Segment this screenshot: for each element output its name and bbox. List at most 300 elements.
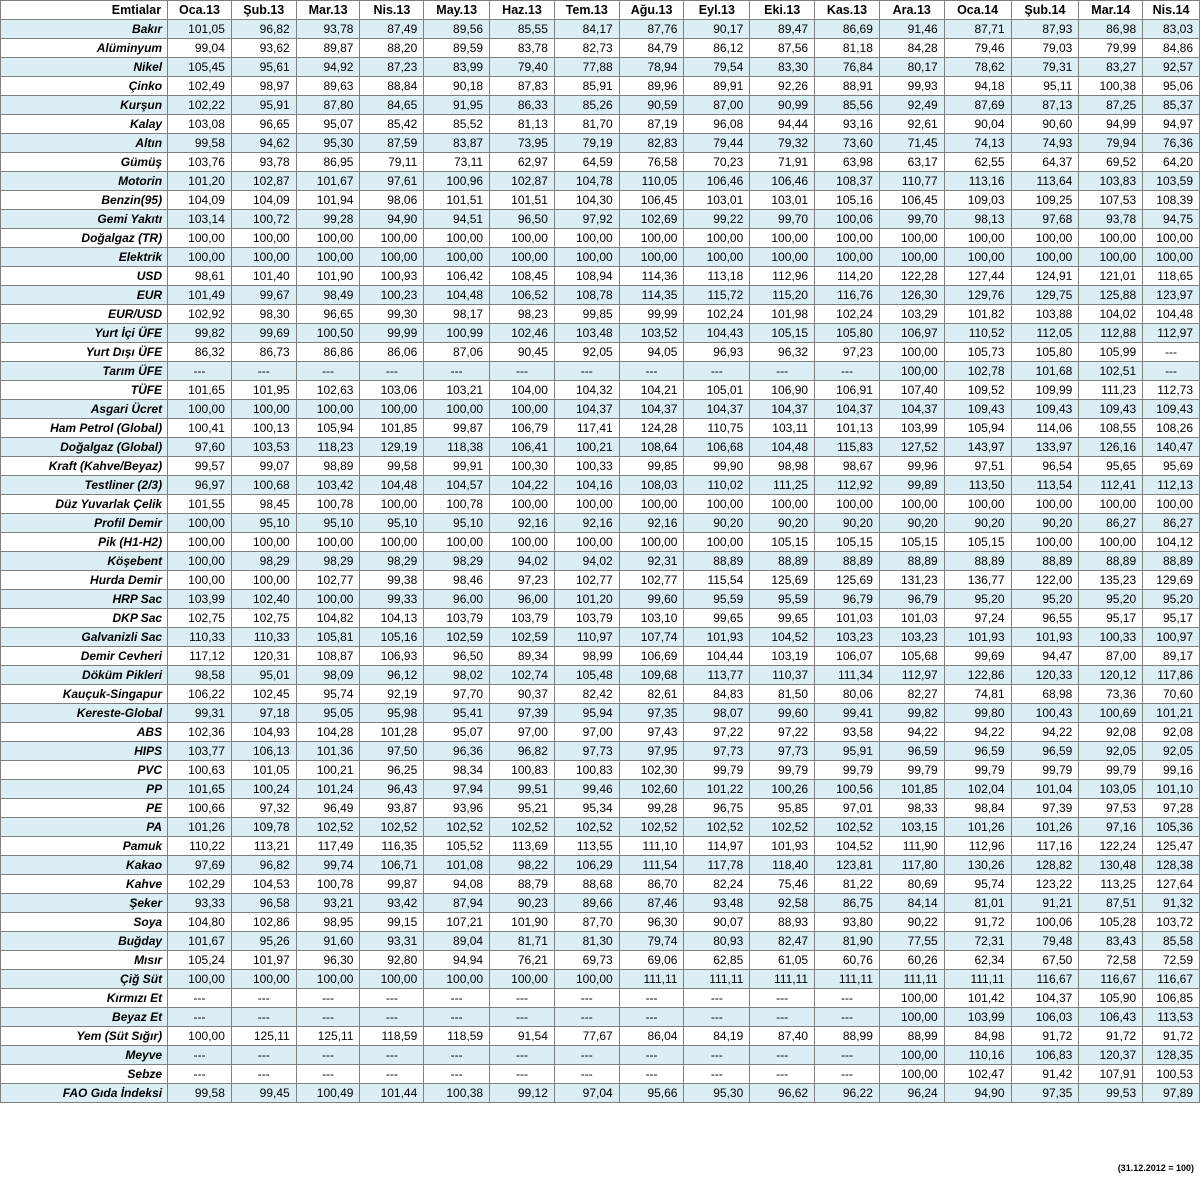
table-cell: 90,20 — [815, 514, 880, 533]
table-cell: 111,11 — [750, 970, 815, 989]
table-row — [1, 324, 1200, 343]
table-cell: 104,37 — [1011, 989, 1079, 1008]
table-cell: 97,95 — [619, 742, 684, 761]
table-cell: --- — [554, 362, 619, 381]
table-cell: 105,81 — [296, 628, 360, 647]
row-label: Buğday — [1, 932, 168, 951]
table-cell: 100,00 — [1079, 248, 1143, 267]
table-cell: 99,89 — [879, 476, 944, 495]
table-cell: 86,86 — [296, 343, 360, 362]
table-cell: 96,00 — [424, 590, 490, 609]
table-cell: 104,53 — [231, 875, 296, 894]
table-cell: 100,00 — [879, 1046, 944, 1065]
table-body — [1, 20, 1200, 1103]
table-cell: 95,65 — [1079, 457, 1143, 476]
table-cell: 97,22 — [684, 723, 750, 742]
table-cell: --- — [296, 1008, 360, 1027]
table-cell: 92,31 — [619, 552, 684, 571]
table-cell: 106,69 — [619, 647, 684, 666]
table-cell: 103,10 — [619, 609, 684, 628]
row-label: Kurşun — [1, 96, 168, 115]
table-cell: --- — [168, 362, 232, 381]
table-cell: 83,27 — [1079, 58, 1143, 77]
table-cell: 107,53 — [1079, 191, 1143, 210]
table-cell: 120,12 — [1079, 666, 1143, 685]
table-cell: 90,20 — [684, 514, 750, 533]
table-cell: 98,97 — [231, 77, 296, 96]
table-cell: 96,59 — [879, 742, 944, 761]
table-cell: 104,13 — [360, 609, 424, 628]
table-cell: 110,75 — [684, 419, 750, 438]
table-cell: 111,54 — [619, 856, 684, 875]
table-cell: 84,17 — [554, 20, 619, 39]
table-cell: 116,67 — [1011, 970, 1079, 989]
table-cell: 86,27 — [1079, 514, 1143, 533]
table-cell: 104,37 — [554, 400, 619, 419]
table-cell: 97,68 — [1011, 210, 1079, 229]
table-cell: 95,01 — [231, 666, 296, 685]
table-cell: 80,06 — [815, 685, 880, 704]
table-cell: 104,52 — [750, 628, 815, 647]
table-cell: 104,48 — [424, 286, 490, 305]
table-cell: 101,68 — [1011, 362, 1079, 381]
table-cell: 91,54 — [490, 1027, 555, 1046]
table-cell: 100,68 — [231, 476, 296, 495]
table-cell: 99,38 — [360, 571, 424, 590]
table-cell: 100,06 — [1011, 913, 1079, 932]
table-cell: 112,92 — [815, 476, 880, 495]
table-cell: 96,25 — [360, 761, 424, 780]
table-cell: 81,13 — [490, 115, 555, 134]
table-cell: 104,57 — [424, 476, 490, 495]
table-cell: 99,16 — [1143, 761, 1200, 780]
table-row — [1, 989, 1200, 1008]
table-cell: 88,20 — [360, 39, 424, 58]
table-cell: 100,00 — [1079, 229, 1143, 248]
table-cell: 99,69 — [944, 647, 1011, 666]
header-col: Nis.13 — [360, 1, 424, 20]
table-cell: 100,00 — [1079, 533, 1143, 552]
row-label: Çinko — [1, 77, 168, 96]
table-cell: 101,36 — [296, 742, 360, 761]
table-cell: 62,34 — [944, 951, 1011, 970]
table-cell: 96,32 — [750, 343, 815, 362]
table-cell: 100,00 — [1143, 248, 1200, 267]
header-col: Mar.14 — [1079, 1, 1143, 20]
table-cell: 95,94 — [554, 704, 619, 723]
table-cell: 106,93 — [360, 647, 424, 666]
table-cell: 100,00 — [360, 495, 424, 514]
table-cell: 79,44 — [684, 134, 750, 153]
table-cell: 102,52 — [684, 818, 750, 837]
table-cell: 113,21 — [231, 837, 296, 856]
table-cell: 103,48 — [554, 324, 619, 343]
table-cell: 79,32 — [750, 134, 815, 153]
table-cell: 104,22 — [490, 476, 555, 495]
table-cell: 100,49 — [296, 1084, 360, 1103]
table-cell: 86,12 — [684, 39, 750, 58]
table-cell: 81,18 — [815, 39, 880, 58]
table-cell: 106,85 — [1143, 989, 1200, 1008]
table-cell: 94,47 — [1011, 647, 1079, 666]
table-cell: --- — [231, 989, 296, 1008]
table-cell: 114,20 — [815, 267, 880, 286]
table-cell: 100,00 — [424, 229, 490, 248]
table-cell: 118,23 — [296, 438, 360, 457]
row-label: Tarım ÜFE — [1, 362, 168, 381]
table-cell: 94,22 — [1011, 723, 1079, 742]
table-cell: 98,34 — [424, 761, 490, 780]
table-cell: 99,70 — [879, 210, 944, 229]
table-cell: --- — [490, 1046, 555, 1065]
table-cell: 86,06 — [360, 343, 424, 362]
table-row — [1, 191, 1200, 210]
table-cell: 100,00 — [879, 495, 944, 514]
table-cell: 97,53 — [1079, 799, 1143, 818]
table-cell: 99,91 — [424, 457, 490, 476]
table-cell: 126,16 — [1079, 438, 1143, 457]
table-cell: 97,61 — [360, 172, 424, 191]
table-cell: 111,25 — [750, 476, 815, 495]
table-cell: 63,17 — [879, 153, 944, 172]
table-cell: 98,67 — [815, 457, 880, 476]
table-cell: 129,19 — [360, 438, 424, 457]
table-cell: 100,41 — [168, 419, 232, 438]
table-cell: 105,15 — [750, 533, 815, 552]
table-cell: 100,83 — [554, 761, 619, 780]
table-cell: 95,61 — [231, 58, 296, 77]
table-cell: 84,98 — [944, 1027, 1011, 1046]
table-cell: --- — [296, 1065, 360, 1084]
table-cell: 92,57 — [1143, 58, 1200, 77]
table-cell: 135,23 — [1079, 571, 1143, 590]
table-cell: 100,00 — [231, 248, 296, 267]
row-label: FAO Gıda İndeksi — [1, 1084, 168, 1103]
table-cell: 105,80 — [815, 324, 880, 343]
table-cell: 74,81 — [944, 685, 1011, 704]
table-cell: 105,94 — [296, 419, 360, 438]
table-cell: 100,00 — [424, 533, 490, 552]
table-cell: 93,62 — [231, 39, 296, 58]
table-cell: 92,49 — [879, 96, 944, 115]
table-cell: 101,49 — [168, 286, 232, 305]
table-cell: 102,51 — [1079, 362, 1143, 381]
table-row — [1, 742, 1200, 761]
table-cell: --- — [490, 989, 555, 1008]
table-cell: 100,00 — [168, 1027, 232, 1046]
table-cell: 103,79 — [490, 609, 555, 628]
row-label: Testliner (2/3) — [1, 476, 168, 495]
table-cell: 94,02 — [490, 552, 555, 571]
table-row — [1, 210, 1200, 229]
table-cell: 97,28 — [1143, 799, 1200, 818]
table-cell: 118,38 — [424, 438, 490, 457]
table-cell: 110,16 — [944, 1046, 1011, 1065]
table-cell: 90,20 — [1011, 514, 1079, 533]
table-row — [1, 761, 1200, 780]
table-cell: 94,22 — [879, 723, 944, 742]
table-cell: 95,30 — [296, 134, 360, 153]
table-cell: 93,78 — [231, 153, 296, 172]
table-cell: 98,06 — [360, 191, 424, 210]
table-cell: 79,54 — [684, 58, 750, 77]
table-cell: 85,58 — [1143, 932, 1200, 951]
table-cell: 105,01 — [684, 381, 750, 400]
table-cell: 101,21 — [1143, 704, 1200, 723]
table-cell: --- — [1143, 343, 1200, 362]
table-cell: 82,61 — [619, 685, 684, 704]
table-cell: 92,05 — [1143, 742, 1200, 761]
table-cell: 85,42 — [360, 115, 424, 134]
table-cell: 101,03 — [815, 609, 880, 628]
table-cell: 100,00 — [619, 533, 684, 552]
row-label: Kauçuk-Singapur — [1, 685, 168, 704]
table-cell: --- — [554, 1065, 619, 1084]
table-cell: 93,58 — [815, 723, 880, 742]
table-cell: 101,20 — [554, 590, 619, 609]
table-cell: 100,00 — [231, 400, 296, 419]
table-cell: 102,69 — [619, 210, 684, 229]
table-cell: --- — [360, 1046, 424, 1065]
table-cell: 100,00 — [490, 248, 555, 267]
table-cell: 100,00 — [879, 248, 944, 267]
table-cell: 131,23 — [879, 571, 944, 590]
table-cell: 100,00 — [684, 248, 750, 267]
table-cell: 99,07 — [231, 457, 296, 476]
table-cell: 98,30 — [231, 305, 296, 324]
table-cell: 92,80 — [360, 951, 424, 970]
table-cell: 95,59 — [750, 590, 815, 609]
table-cell: 122,00 — [1011, 571, 1079, 590]
table-row — [1, 571, 1200, 590]
table-cell: 100,00 — [619, 229, 684, 248]
table-cell: 100,97 — [1143, 628, 1200, 647]
table-cell: 98,49 — [296, 286, 360, 305]
table-cell: 74,93 — [1011, 134, 1079, 153]
table-row — [1, 951, 1200, 970]
table-cell: 85,55 — [490, 20, 555, 39]
table-cell: 77,88 — [554, 58, 619, 77]
table-cell: 109,43 — [1011, 400, 1079, 419]
table-cell: 100,00 — [168, 970, 232, 989]
table-cell: 105,15 — [879, 533, 944, 552]
table-cell: 100,83 — [490, 761, 555, 780]
table-cell: 112,05 — [1011, 324, 1079, 343]
row-label: Altın — [1, 134, 168, 153]
table-cell: 100,00 — [296, 229, 360, 248]
table-cell: 100,00 — [554, 970, 619, 989]
row-label: EUR/USD — [1, 305, 168, 324]
table-cell: 80,69 — [879, 875, 944, 894]
row-label: USD — [1, 267, 168, 286]
table-cell: --- — [424, 1008, 490, 1027]
table-cell: 89,34 — [490, 647, 555, 666]
table-cell: 95,10 — [296, 514, 360, 533]
table-cell: 91,60 — [296, 932, 360, 951]
table-cell: 100,00 — [1143, 495, 1200, 514]
table-cell: 96,49 — [296, 799, 360, 818]
table-cell: --- — [750, 1008, 815, 1027]
table-row — [1, 400, 1200, 419]
table-cell: 96,75 — [684, 799, 750, 818]
table-cell: 126,30 — [879, 286, 944, 305]
table-cell: 99,31 — [168, 704, 232, 723]
table-cell: 105,16 — [815, 191, 880, 210]
table-cell: 89,47 — [750, 20, 815, 39]
table-cell: --- — [231, 1008, 296, 1027]
table-cell: 108,87 — [296, 647, 360, 666]
table-cell: 104,30 — [554, 191, 619, 210]
table-cell: 97,43 — [619, 723, 684, 742]
table-cell: 95,26 — [231, 932, 296, 951]
table-cell: 107,91 — [1079, 1065, 1143, 1084]
table-cell: --- — [619, 1008, 684, 1027]
table-cell: --- — [1143, 362, 1200, 381]
table-cell: 91,32 — [1143, 894, 1200, 913]
table-cell: 95,17 — [1079, 609, 1143, 628]
table-cell: 98,22 — [490, 856, 555, 875]
table-row — [1, 77, 1200, 96]
table-cell: 94,99 — [1079, 115, 1143, 134]
table-cell: 108,94 — [554, 267, 619, 286]
table-cell: 110,52 — [944, 324, 1011, 343]
table-cell: 105,16 — [360, 628, 424, 647]
table-cell: 81,30 — [554, 932, 619, 951]
table-cell: 95,20 — [944, 590, 1011, 609]
table-cell: --- — [619, 989, 684, 1008]
table-cell: 109,78 — [231, 818, 296, 837]
table-cell: 106,71 — [360, 856, 424, 875]
table-cell: 94,97 — [1143, 115, 1200, 134]
table-cell: 64,20 — [1143, 153, 1200, 172]
table-cell: 100,00 — [1011, 229, 1079, 248]
table-cell: 100,00 — [554, 495, 619, 514]
table-cell: 100,00 — [1011, 248, 1079, 267]
table-cell: 100,00 — [360, 533, 424, 552]
table-cell: 104,48 — [1143, 305, 1200, 324]
table-cell: 100,00 — [360, 229, 424, 248]
table-cell: 99,04 — [168, 39, 232, 58]
table-cell: 95,17 — [1143, 609, 1200, 628]
row-label: Yurt Dışı ÜFE — [1, 343, 168, 362]
row-label: Asgari Ücret — [1, 400, 168, 419]
table-cell: 97,23 — [490, 571, 555, 590]
table-cell: 89,17 — [1143, 647, 1200, 666]
row-label: PVC — [1, 761, 168, 780]
table-cell: 100,33 — [1079, 628, 1143, 647]
table-cell: 117,49 — [296, 837, 360, 856]
table-cell: 98,13 — [944, 210, 1011, 229]
table-cell: 106,83 — [1011, 1046, 1079, 1065]
table-cell: 111,10 — [619, 837, 684, 856]
table-cell: 95,34 — [554, 799, 619, 818]
table-cell: 96,36 — [424, 742, 490, 761]
table-cell: 104,82 — [296, 609, 360, 628]
table-cell: 120,31 — [231, 647, 296, 666]
table-row — [1, 628, 1200, 647]
table-cell: 90,60 — [1011, 115, 1079, 134]
table-cell: 101,95 — [231, 381, 296, 400]
table-cell: 99,67 — [231, 286, 296, 305]
table-cell: 100,00 — [231, 533, 296, 552]
table-cell: --- — [490, 1008, 555, 1027]
table-cell: 94,90 — [944, 1084, 1011, 1103]
table-cell: 88,89 — [684, 552, 750, 571]
table-cell: 90,20 — [944, 514, 1011, 533]
table-cell: 70,60 — [1143, 685, 1200, 704]
table-cell: 101,26 — [1011, 818, 1079, 837]
table-cell: 88,89 — [1143, 552, 1200, 571]
table-cell: 101,82 — [944, 305, 1011, 324]
table-cell: 96,79 — [879, 590, 944, 609]
table-cell: 100,23 — [360, 286, 424, 305]
table-cell: 124,91 — [1011, 267, 1079, 286]
table-cell: 98,58 — [168, 666, 232, 685]
table-cell: 117,41 — [554, 419, 619, 438]
table-cell: 100,00 — [360, 400, 424, 419]
table-cell: 102,45 — [231, 685, 296, 704]
table-cell: 101,98 — [750, 305, 815, 324]
table-cell: 101,05 — [231, 761, 296, 780]
table-cell: 104,93 — [231, 723, 296, 742]
table-cell: 99,30 — [360, 305, 424, 324]
row-label: Hurda Demir — [1, 571, 168, 590]
table-cell: 90,45 — [490, 343, 555, 362]
table-cell: 100,00 — [879, 362, 944, 381]
table-cell: 96,00 — [490, 590, 555, 609]
table-cell: 100,00 — [231, 229, 296, 248]
table-cell: 95,05 — [296, 704, 360, 723]
table-row — [1, 1046, 1200, 1065]
table-cell: 67,50 — [1011, 951, 1079, 970]
base-date-footnote: (31.12.2012 = 100) — [1117, 1163, 1194, 1173]
table-cell: --- — [231, 1065, 296, 1084]
table-cell: 98,99 — [554, 647, 619, 666]
table-cell: 89,63 — [296, 77, 360, 96]
table-cell: 101,51 — [490, 191, 555, 210]
table-row — [1, 514, 1200, 533]
table-cell: 106,79 — [490, 419, 555, 438]
table-cell: 123,97 — [1143, 286, 1200, 305]
table-cell: 82,24 — [684, 875, 750, 894]
table-row — [1, 970, 1200, 989]
table-cell: --- — [750, 1046, 815, 1065]
row-label: Sebze — [1, 1065, 168, 1084]
table-cell: 79,48 — [1011, 932, 1079, 951]
table-cell: 102,52 — [296, 818, 360, 837]
table-cell: 100,00 — [879, 1008, 944, 1027]
table-cell: --- — [554, 1046, 619, 1065]
table-cell: 133,97 — [1011, 438, 1079, 457]
table-cell: 79,40 — [490, 58, 555, 77]
table-cell: 101,90 — [490, 913, 555, 932]
table-cell: 100,00 — [879, 989, 944, 1008]
table-cell: 95,07 — [296, 115, 360, 134]
table-row — [1, 590, 1200, 609]
table-cell: 111,23 — [1079, 381, 1143, 400]
table-cell: 85,52 — [424, 115, 490, 134]
table-cell: 77,55 — [879, 932, 944, 951]
table-cell: 100,00 — [554, 229, 619, 248]
table-cell: 100,00 — [168, 533, 232, 552]
row-label: Meyve — [1, 1046, 168, 1065]
table-cell: 97,39 — [1011, 799, 1079, 818]
table-cell: 97,00 — [490, 723, 555, 742]
table-cell: --- — [360, 1008, 424, 1027]
header-col: May.13 — [424, 1, 490, 20]
table-cell: --- — [815, 1046, 880, 1065]
table-cell: 98,33 — [879, 799, 944, 818]
